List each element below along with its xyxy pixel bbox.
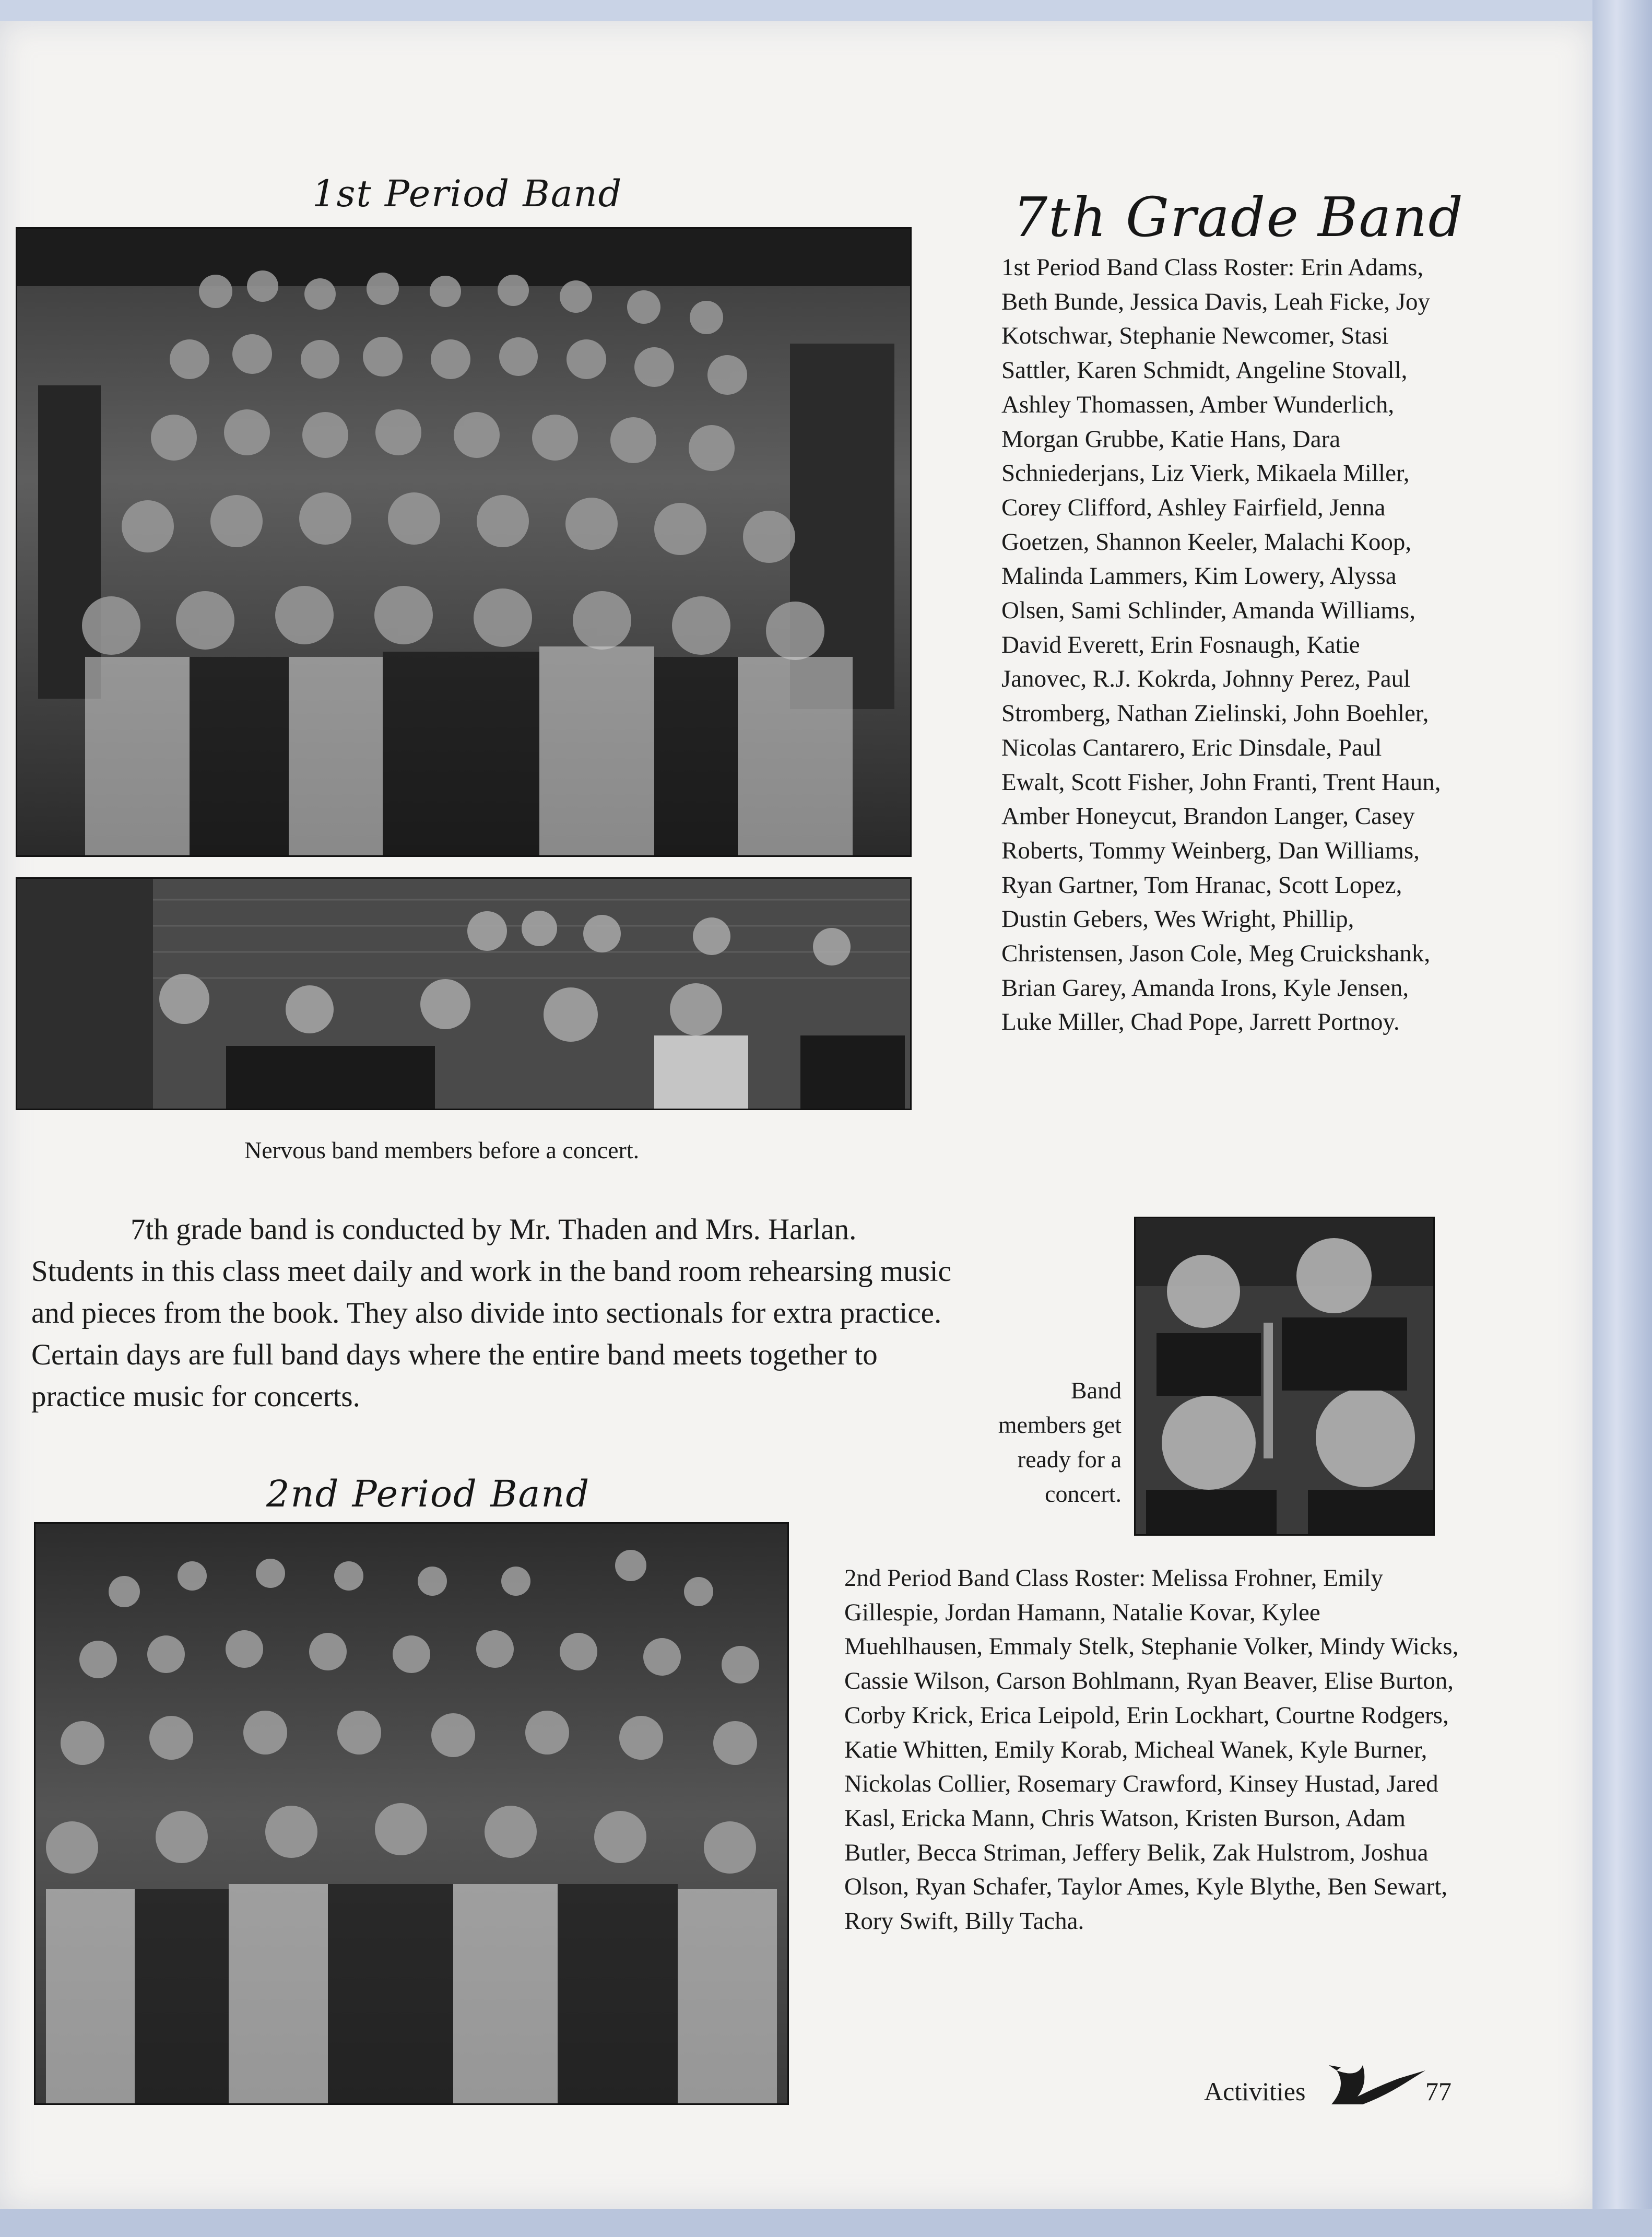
photo-concert — [16, 877, 912, 1110]
eagle-mascot-icon — [1326, 2055, 1431, 2112]
side-photo-placeholder — [1136, 1218, 1433, 1534]
roster-2nd-period: 2nd Period Band Class Roster: Melissa Frohner, Emily Gillespie, Jordan Hamann, Natalie Kovar, Kylee Muehlhausen, Emmaly Stelk, Stephanie Volker, Mindy Wicks, Cassie Wilson, Carson Bohlmann, Ryan Beaver, Elise Burton, Corby Krick, Erica Leipold, Erin Lockhart, Courtne Rodgers, Katie Whitten, Emily Korab, Micheal Wanek, Kyle Burner, Nickolas Collier, Rosemary Crawford, Kinsey Hustad, Jared Kasl, Ericka Mann, Chris Watson, Kristen Burson, Adam Butler, Becca Striman, Jeffery Belik, Zak Hulstrom, Joshua Olson, Ryan Schafer, Taylor Ames, Kyle Blythe, Ben Sewart, Rory Swift, Billy Tacha. — [844, 1564, 1459, 1935]
photo-2nd-period-group — [34, 1522, 789, 2105]
binding-edge — [1592, 0, 1652, 2237]
heading-1st-period-band: 1st Period Band — [312, 172, 623, 215]
caption-side-line-2: members get — [998, 1411, 1122, 1438]
group-photo-2-placeholder — [36, 1524, 787, 2103]
caption-concert-photo: Nervous band members before a concert. — [244, 1137, 640, 1163]
heading-7th-grade-band: 7th Grade Band — [1013, 185, 1464, 249]
photo-members-get-ready — [1134, 1217, 1435, 1536]
page-number: 77 — [1425, 2077, 1452, 2106]
heading-2nd-period-band: 2nd Period Band — [266, 1473, 591, 1515]
photo-1st-period-group — [16, 227, 912, 857]
concert-photo-placeholder — [17, 879, 910, 1109]
caption-side-line-3: ready for a — [1017, 1446, 1122, 1473]
yearbook-page — [0, 21, 1592, 2209]
roster-1st-period: 1st Period Band Class Roster: Erin Adams, Beth Bunde, Jessica Davis, Leah Ficke, Joy Kotschwar, Stephanie Newcomer, Stasi Sattler, Karen Schmidt, Angeline Stovall, Ashley Thomassen, Amber Wunderlich, Morgan Grubbe, Katie Hans, Dara Schniederjans, Liz Vierk, Mikaela Miller, Corey Clifford, Ashley Fairfield, Jenna Goetzen, Shannon Keeler, Malachi Koop, Malinda Lammers, Kim Lowery, Alyssa Olsen, Sami Schlinder, Amanda Williams, David Everett, Erin Fosnaugh, Katie Janovec, R.J. Kokrda, Johnny Perez, Paul Stromberg, Nathan Zielinski, John Boehler, Nicolas Cantarero, Eric Dinsdale, Paul Ewalt, Scott Fisher, John Franti, Trent Haun, Amber Honeycut, Brandon Langer, Casey Roberts, Tommy Weinberg, Dan Williams, Ryan Gartner, Tom Hranac, Scott Lopez, Dustin Gebers, Wes Wright, Phillip, Christensen, Jason Cole, Meg Cruickshank, Brian Garey, Amanda Irons, Kyle Jensen, Luke Miller, Chad Pope, Jarrett Portnoy. — [1001, 254, 1441, 1036]
caption-side-line-1: Band — [1070, 1377, 1122, 1404]
group-photo-placeholder — [17, 229, 910, 855]
bottom-edge — [0, 2209, 1652, 2237]
caption-side-line-4: concert. — [1045, 1480, 1122, 1507]
band-description-paragraph: 7th grade band is conducted by Mr. Thaden and Mrs. Harlan. Students in this class meet daily and work in the band room rehearsing music and pieces from the book. They also divide into sectionals for extra practice. Certain days are full band days where the entire band meets together to practice music for concerts. — [31, 1213, 951, 1413]
footer-section-label: Activities — [1204, 2077, 1306, 2106]
caption-side-photo — [955, 1373, 1122, 1511]
